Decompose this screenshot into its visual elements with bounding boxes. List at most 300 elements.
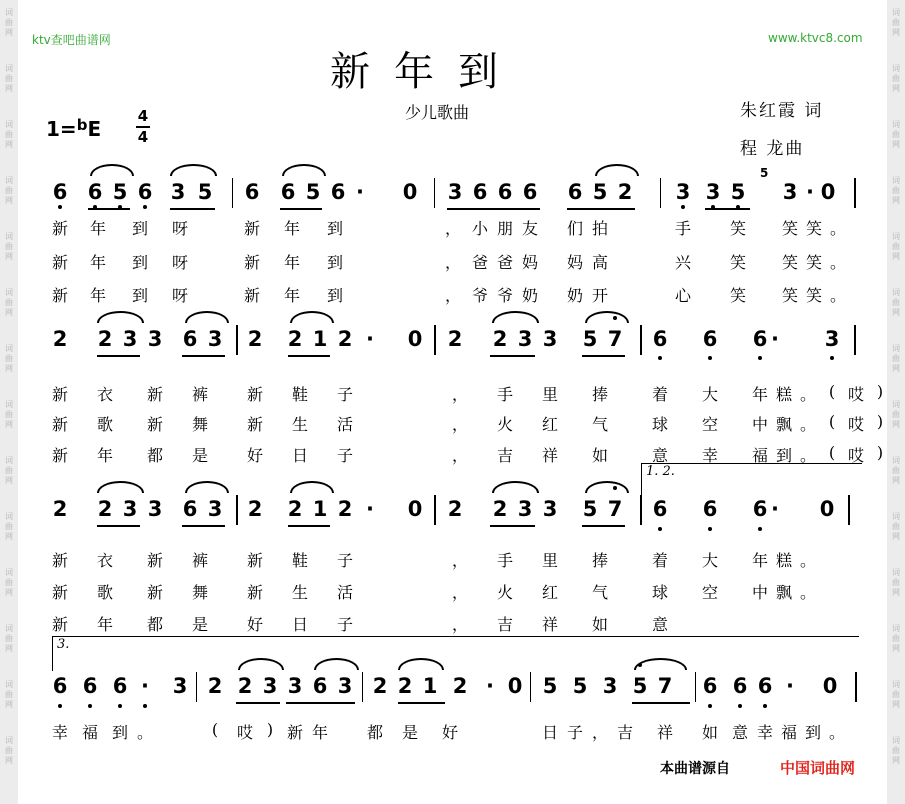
lyric-char: )	[266, 720, 274, 739]
score-note: 3	[262, 674, 278, 698]
side-watermark: 词 曲 网	[5, 624, 13, 653]
lyric-char: 开	[591, 286, 608, 305]
lyric-char: 新	[246, 583, 263, 602]
lyric-char: 球	[651, 415, 668, 434]
register-dot	[738, 704, 742, 708]
lyric-char: 大	[701, 551, 718, 570]
score-note: 3	[337, 674, 353, 698]
lyric-char: 吉	[616, 723, 633, 742]
volta-third-ending: 3.	[52, 636, 859, 671]
score-note: 6	[112, 674, 128, 698]
side-watermark: 词 曲 网	[892, 232, 900, 261]
lyric-char: 新	[146, 385, 163, 404]
lyric-char: 红	[541, 583, 558, 602]
score-note: 0	[407, 327, 423, 351]
slur-mark	[185, 311, 229, 323]
score-note: 2	[617, 180, 633, 204]
score-note: 3	[207, 327, 223, 351]
lyric-char: 新	[51, 385, 68, 404]
lyric-char: 大	[701, 385, 718, 404]
lyric-char: 笑	[805, 219, 822, 238]
lyric-char: 如	[701, 723, 718, 742]
lyric-char: 子	[336, 551, 353, 570]
lyric-char: 年	[311, 723, 328, 742]
song-title: 新年到	[330, 49, 522, 95]
lyric-char: 哎	[236, 723, 253, 742]
bar-line	[236, 325, 238, 355]
lyric-char: 生	[291, 583, 308, 602]
lyric-char: 裤	[191, 551, 208, 570]
side-watermark: 词 曲 网	[5, 64, 13, 93]
lyric-char: 。	[829, 286, 846, 305]
score-note: 7	[607, 497, 623, 521]
lyric-char: 妈	[566, 253, 583, 272]
bar-line	[855, 672, 857, 702]
score-note: ·	[356, 180, 364, 204]
bar-line	[196, 672, 197, 702]
lyric-char: 新	[243, 253, 260, 272]
lyric-char: 子	[336, 385, 353, 404]
lyric-char: 呀	[171, 253, 188, 272]
bar-line	[854, 325, 856, 355]
register-dot	[758, 356, 762, 360]
score-note: 2	[452, 674, 468, 698]
header-watermark-left: ktv查吧曲谱网	[32, 33, 111, 47]
register-dot	[143, 205, 147, 209]
score-note: 2	[97, 497, 113, 521]
lyric-char: 福	[780, 723, 797, 742]
lyric-char: 哎	[847, 415, 864, 434]
bar-line	[640, 495, 642, 525]
score-note: 5	[582, 497, 598, 521]
slur-mark	[290, 311, 334, 323]
lyric-char: 。	[828, 723, 845, 742]
lyric-char: 捧	[591, 551, 608, 570]
score-note: 6	[182, 327, 198, 351]
score-note: 6	[244, 180, 260, 204]
lyric-char: 年	[751, 551, 768, 570]
score-note: 2	[247, 327, 263, 351]
slur-mark	[97, 311, 144, 323]
side-watermark: 词 曲 网	[5, 232, 13, 261]
lyric-char: 奶	[566, 286, 583, 305]
score-note: 6	[702, 327, 718, 351]
register-dot	[708, 356, 712, 360]
lyric-char: 衣	[96, 551, 113, 570]
score-note: 3	[602, 674, 618, 698]
lyric-char: 笑	[729, 253, 746, 272]
score-note: 3	[542, 497, 558, 521]
key-signature: 1=$^b$E	[46, 116, 102, 141]
lyric-char: 妈	[521, 253, 538, 272]
lyric-char: 新	[51, 253, 68, 272]
score-note: 2	[372, 674, 388, 698]
lyric-char: 吉	[496, 615, 513, 634]
volta-first-second-ending: 1. 2.	[641, 463, 862, 498]
lyric-char: 笑	[805, 286, 822, 305]
side-watermark: 词 曲 网	[892, 736, 900, 765]
lyric-char: 幸	[756, 723, 773, 742]
bar-line	[232, 178, 233, 208]
side-watermark: 词 曲 网	[892, 176, 900, 205]
lyric-char: 幸	[701, 446, 718, 465]
score-note: 3	[147, 327, 163, 351]
score-note: 6	[732, 674, 748, 698]
lyric-char: 意	[651, 615, 668, 634]
lyric-char: 新	[243, 286, 260, 305]
lyric-char: 如	[591, 615, 608, 634]
lyric-char: 是	[191, 446, 208, 465]
register-dot	[708, 527, 712, 531]
score-note: 0	[822, 674, 838, 698]
lyric-char: 子	[566, 723, 583, 742]
score-note: 5	[542, 674, 558, 698]
lyric-char: 糕	[775, 551, 792, 570]
note-underline	[236, 702, 280, 704]
lyric-char: 到	[131, 286, 148, 305]
score-note: ·	[486, 674, 494, 698]
lyric-char: ，	[451, 583, 468, 602]
lyric-char: 。	[136, 723, 153, 742]
lyric-char: 新	[246, 385, 263, 404]
lyric-char: 到	[131, 219, 148, 238]
lyric-char: 朋	[496, 219, 513, 238]
side-watermark: 词 曲 网	[892, 624, 900, 653]
score-note: 3	[287, 674, 303, 698]
lyric-char: 到	[326, 253, 343, 272]
note-underline	[398, 702, 445, 704]
note-underline	[97, 355, 140, 357]
lyric-char: 年	[89, 253, 106, 272]
lyric-char: 气	[591, 415, 608, 434]
score-note: 2	[397, 674, 413, 698]
lyric-char: ，	[444, 219, 461, 238]
lyric-char: 飘	[775, 583, 792, 602]
source-label: 本曲谱源自	[660, 761, 730, 777]
score-note: 3	[447, 180, 463, 204]
score-note: ·	[786, 674, 794, 698]
register-dot	[830, 356, 834, 360]
register-dot	[736, 205, 740, 209]
note-underline	[288, 525, 330, 527]
lyric-char: 手	[496, 385, 513, 404]
score-note: 3	[542, 327, 558, 351]
lyric-char: 到	[775, 446, 792, 465]
lyric-char: 是	[191, 615, 208, 634]
side-watermark: 词 曲 网	[5, 736, 13, 765]
lyric-char: 到	[326, 219, 343, 238]
lyric-char: ，	[444, 286, 461, 305]
lyric-char: )	[876, 412, 884, 431]
note-underline	[182, 355, 225, 357]
score-note: 7	[657, 674, 673, 698]
note-underline	[582, 355, 625, 357]
register-dot	[93, 205, 97, 209]
lyric-char: 爷	[496, 286, 513, 305]
score-note: ·	[366, 497, 374, 521]
score-note: 6	[652, 497, 668, 521]
lyric-char: 小	[471, 219, 488, 238]
bar-line	[854, 178, 856, 208]
score-note: 1	[312, 497, 328, 521]
bar-line	[434, 178, 435, 208]
lyric-char: 火	[496, 415, 513, 434]
lyric-char: 新	[51, 615, 68, 634]
slur-mark	[282, 164, 326, 176]
note-underline	[567, 208, 635, 210]
score-note: 2	[287, 497, 303, 521]
lyric-char: 日	[291, 446, 308, 465]
lyric-char: 鞋	[291, 551, 308, 570]
lyric-char: ，	[451, 446, 468, 465]
score-note: 2	[447, 327, 463, 351]
score-note: 0	[507, 674, 523, 698]
lyricist-credit: 朱红霞 词	[740, 101, 824, 121]
lyric-char: 火	[496, 583, 513, 602]
score-note: 5	[632, 674, 648, 698]
register-dot	[708, 704, 712, 708]
lyric-char: 日	[541, 723, 558, 742]
lyric-char: 高	[591, 253, 608, 272]
lyric-char: 祥	[541, 615, 558, 634]
register-dot	[118, 205, 122, 209]
score-note: 6	[567, 180, 583, 204]
lyric-char: 呀	[171, 286, 188, 305]
note-underline	[447, 208, 540, 210]
lyric-char: 中	[751, 583, 768, 602]
score-note: 0	[407, 497, 423, 521]
lyric-char: 新	[146, 551, 163, 570]
side-watermark: 词 曲 网	[892, 512, 900, 541]
score-note: ·	[366, 327, 374, 351]
lyric-char: ，	[451, 415, 468, 434]
lyric-char: 到	[111, 723, 128, 742]
lyric-char: 新	[146, 583, 163, 602]
note-underline	[286, 702, 355, 704]
lyric-char: 哎	[847, 385, 864, 404]
slur-mark	[90, 164, 134, 176]
lyric-char: 气	[591, 583, 608, 602]
lyric-char: 裤	[191, 385, 208, 404]
slur-mark	[595, 164, 639, 176]
side-watermark: 词 曲 网	[892, 288, 900, 317]
lyric-char: 好	[441, 723, 458, 742]
side-watermark: 词 曲 网	[5, 456, 13, 485]
score-note: 6	[522, 180, 538, 204]
score-note: 3	[147, 497, 163, 521]
lyric-char: 们	[566, 219, 583, 238]
lyric-char: 新	[51, 415, 68, 434]
lyric-char: 里	[541, 385, 558, 404]
lyric-char: 吉	[496, 446, 513, 465]
lyric-char: ，	[451, 385, 468, 404]
lyric-char: 手	[674, 219, 691, 238]
note-underline	[97, 525, 140, 527]
lyric-char: 子	[336, 446, 353, 465]
side-watermark: 词 曲 网	[5, 120, 13, 149]
lyric-char: 到	[804, 723, 821, 742]
lyric-char: 舞	[191, 415, 208, 434]
score-note: 2	[207, 674, 223, 698]
score-note: 2	[247, 497, 263, 521]
score-note: ·	[806, 180, 814, 204]
register-dot	[658, 356, 662, 360]
score-note: 1	[422, 674, 438, 698]
lyric-char: ，	[591, 723, 608, 742]
lyric-char: 呀	[171, 219, 188, 238]
lyric-char: ，	[451, 615, 468, 634]
bar-line	[640, 325, 642, 355]
bar-line	[695, 672, 696, 702]
score-note: 2	[52, 497, 68, 521]
score-note: 6	[702, 497, 718, 521]
lyric-char: 到	[326, 286, 343, 305]
lyric-char: 祥	[541, 446, 558, 465]
lyric-char: 是	[401, 723, 418, 742]
lyric-char: 兴	[674, 253, 691, 272]
score-note: 0	[819, 497, 835, 521]
lyric-char: )	[876, 443, 884, 462]
lyric-char: 心	[674, 286, 691, 305]
score-note: 6	[182, 497, 198, 521]
source-site: 中国词曲网	[780, 759, 856, 777]
lyric-char: 意	[731, 723, 748, 742]
lyric-char: )	[876, 382, 884, 401]
score-note: 6	[752, 327, 768, 351]
lyric-char: 笑	[781, 253, 798, 272]
side-watermark: 词 曲 网	[5, 8, 13, 37]
note-underline	[490, 355, 535, 357]
lyric-char: 哎	[847, 446, 864, 465]
lyric-char: 爸	[496, 253, 513, 272]
lyric-char: 糕	[775, 385, 792, 404]
register-dot	[88, 704, 92, 708]
score-note: 3	[824, 327, 840, 351]
score-note: 3	[207, 497, 223, 521]
bar-line	[434, 325, 436, 355]
composer-credit: 程 龙曲	[740, 139, 805, 159]
side-watermark: 词 曲 网	[892, 400, 900, 429]
register-dot	[118, 704, 122, 708]
slur-mark	[585, 311, 629, 323]
side-watermark: 词 曲 网	[892, 456, 900, 485]
lyric-char: 新	[51, 446, 68, 465]
lyric-char: 年	[96, 615, 113, 634]
lyric-char: 到	[131, 253, 148, 272]
register-dot	[681, 205, 685, 209]
score-note: 6	[312, 674, 328, 698]
lyric-char: 衣	[96, 385, 113, 404]
lyric-char: 爷	[471, 286, 488, 305]
lyric-char: 飘	[775, 415, 792, 434]
lyric-char: 手	[496, 551, 513, 570]
note-underline	[170, 208, 215, 210]
slur-mark	[492, 311, 539, 323]
lyric-char: 笑	[729, 286, 746, 305]
score-note: 1	[312, 327, 328, 351]
slur-mark	[585, 481, 629, 493]
lyric-char: 笑	[805, 253, 822, 272]
bar-line	[530, 672, 531, 702]
score-note: 6	[87, 180, 103, 204]
score-note: 3	[782, 180, 798, 204]
lyric-char: 新	[51, 286, 68, 305]
note-underline	[490, 525, 535, 527]
grace-note: 5	[760, 166, 769, 180]
score-note: 5	[572, 674, 588, 698]
lyric-char: 新	[286, 723, 303, 742]
register-dot	[143, 704, 147, 708]
side-watermark: 词 曲 网	[892, 8, 900, 37]
slur-mark	[170, 164, 217, 176]
score-note: 6	[752, 497, 768, 521]
score-note: 7	[607, 327, 623, 351]
note-underline	[632, 702, 690, 704]
side-watermark: 词 曲 网	[5, 176, 13, 205]
lyric-char: 新	[246, 551, 263, 570]
lyric-char: 新	[51, 551, 68, 570]
lyric-char: 着	[651, 551, 668, 570]
lyric-char: ，	[444, 253, 461, 272]
lyric-char: 友	[521, 219, 538, 238]
bar-line	[848, 495, 850, 525]
lyric-char: 幸	[51, 723, 68, 742]
side-watermark: 词 曲 网	[5, 400, 13, 429]
lyric-char: 舞	[191, 583, 208, 602]
side-watermark: 词 曲 网	[892, 344, 900, 373]
score-note: 3	[170, 180, 186, 204]
score-note: 5	[730, 180, 746, 204]
lyric-char: 新	[51, 219, 68, 238]
lyric-char: 红	[541, 415, 558, 434]
lyric-char: 球	[651, 583, 668, 602]
score-note: 3	[122, 497, 138, 521]
lyric-char: ，	[451, 551, 468, 570]
score-note: ·	[771, 497, 779, 521]
score-note: 3	[675, 180, 691, 204]
side-watermark: 词 曲 网	[5, 568, 13, 597]
lyric-char: 爸	[471, 253, 488, 272]
lyric-char: 。	[799, 415, 816, 434]
lyric-char: 新	[246, 415, 263, 434]
score-note: 6	[757, 674, 773, 698]
note-underline	[582, 525, 625, 527]
slur-mark	[492, 481, 539, 493]
score-note: 6	[52, 180, 68, 204]
lyric-char: 鞋	[291, 385, 308, 404]
lyric-char: (	[828, 443, 836, 462]
score-note: 6	[137, 180, 153, 204]
lyric-char: 活	[336, 415, 353, 434]
lyric-char: 年	[283, 219, 300, 238]
score-note: 2	[492, 497, 508, 521]
side-watermark: 词 曲 网	[5, 512, 13, 541]
register-dot	[763, 704, 767, 708]
lyric-char: 拍	[591, 219, 608, 238]
score-note: 0	[402, 180, 418, 204]
score-note: 5	[592, 180, 608, 204]
header-watermark-right: www.ktvc8.com	[768, 31, 863, 45]
song-subtitle: 少儿歌曲	[405, 103, 470, 122]
side-watermark: 词 曲 网	[5, 344, 13, 373]
score-note: 2	[337, 327, 353, 351]
lyric-char: 。	[799, 385, 816, 404]
score-note: ·	[141, 674, 149, 698]
lyric-char: 歌	[96, 583, 113, 602]
lyric-char: (	[211, 720, 219, 739]
lyric-char: 新	[243, 219, 260, 238]
lyric-char: 歌	[96, 415, 113, 434]
